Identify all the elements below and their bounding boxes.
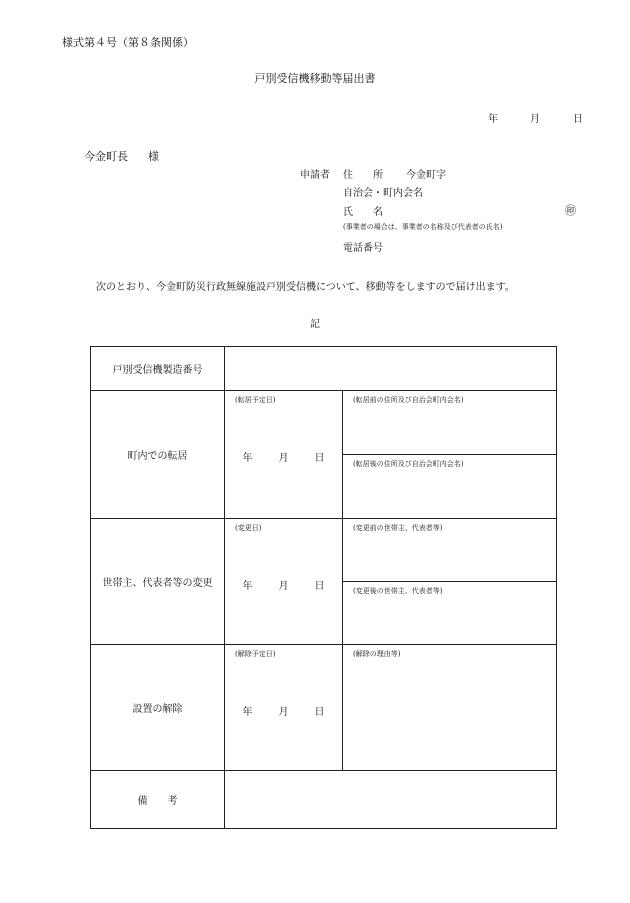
change-after-field[interactable] [343,582,557,645]
remarks-label: 備 考 [91,771,225,829]
change-date-caption: (変更日) [235,524,262,532]
address-label: 住 所 [343,170,383,181]
serial-number-label: 戸別受信機製造番号 [91,347,225,391]
association-label: 自治会・町内会名 [343,188,423,199]
change-after-caption: (変更後の世帯主、代表者等) [353,587,443,595]
change-before-caption: (変更前の世帯主、代表者等) [353,524,443,532]
serial-number-field[interactable] [225,347,557,391]
move-row-label: 町内での転居 [91,391,225,519]
move-after-field[interactable] [343,455,557,519]
date-year-label: 年 [488,114,498,125]
ki-label: 記 [310,319,320,330]
seal-mark: ㊞ [565,204,576,217]
cancel-reason-field[interactable] [343,645,557,771]
form-number: 様式第４号（第８条関係） [62,36,194,49]
remarks-field[interactable] [225,771,557,829]
move-before-field[interactable] [343,391,557,455]
address-value: 今金町字 [406,170,446,181]
cancel-date-caption: (解除予定日) [235,650,276,658]
addressee-honorific: 様 [148,150,159,163]
date-month-label: 月 [530,114,540,125]
move-after-caption: (転居後の住所及び自治会町内会名) [353,460,464,468]
date-day-label: 日 [573,114,583,125]
business-note: (事業者の場合は、事業者の名称及び代表者の氏名) [343,223,503,231]
cancel-date-ymd: 年 月 日 [242,707,325,718]
move-before-caption: (転居前の住所及び自治会町内会名) [353,396,464,404]
addressee-name: 今金町長 [84,150,128,163]
move-date-ymd: 年 月 日 [242,453,325,464]
applicant-label: 申請者 [300,170,330,181]
phone-label: 電話番号 [343,243,383,254]
cancel-reason-caption: (解除の理由等) [353,650,401,658]
document-title: 戸別受信機移動等届出書 [254,72,376,85]
name-label: 氏 名 [343,207,383,218]
change-row-label: 世帯主、代表者等の変更 [91,519,225,645]
notification-table [90,346,557,829]
cancel-row-label: 設置の解除 [91,645,225,771]
body-text: 次のとおり、今金町防災行政無線施設戸別受信機について、移動等をしますので届け出ます。 [96,282,515,293]
change-date-ymd: 年 月 日 [242,581,325,592]
change-before-field[interactable] [343,519,557,582]
cancel-date-field[interactable] [225,645,343,771]
change-date-field[interactable] [225,519,343,645]
move-date-caption: (転居予定日) [235,396,276,404]
move-date-field[interactable] [225,391,343,519]
